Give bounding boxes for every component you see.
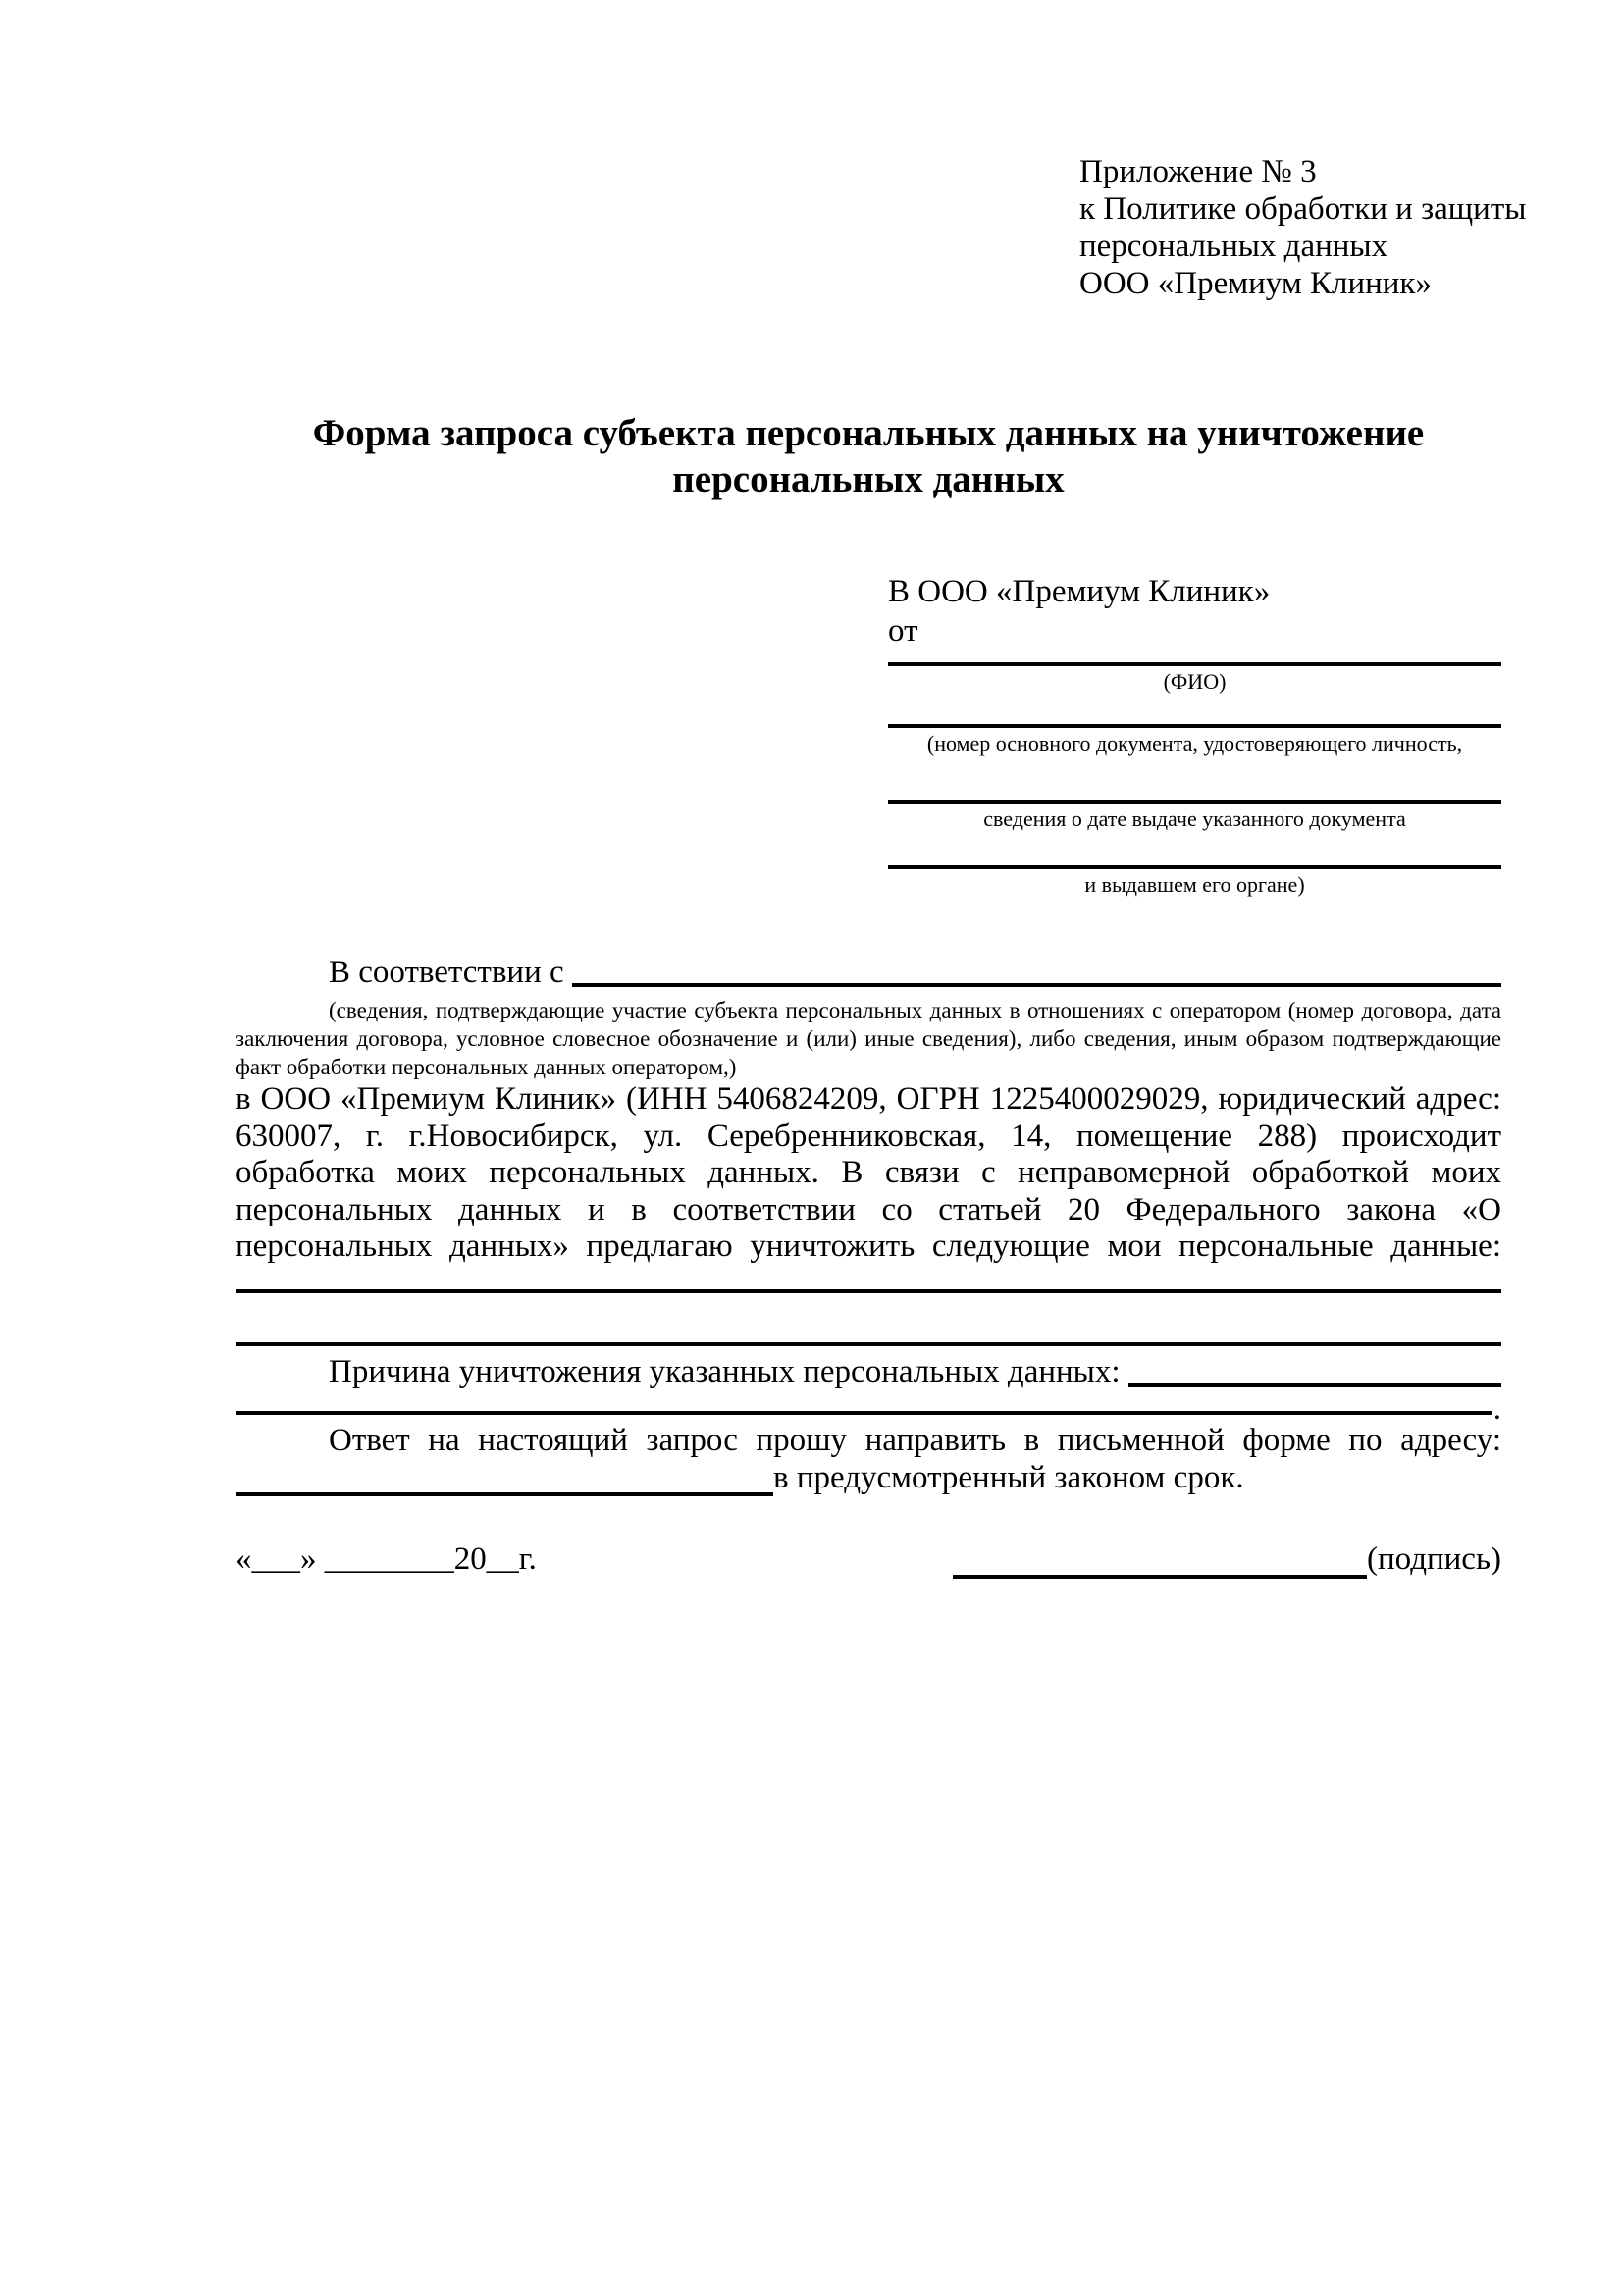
addressee-to: В ООО «Премиум Клиник» (888, 574, 1271, 609)
date-template: «___» ________20__г. (236, 1541, 537, 1577)
reason-continuation-row (236, 1390, 1501, 1427)
accordance-note: (сведения, подтверждающие участие субъекта персональных данных в отношениях с оператором (номер договора, дата заключения договора, условное словесное обозначение и (или) иные сведения), либо сведения, иным образом подтверждающие факт обработки персональных данных оператором,) (236, 998, 1501, 1079)
reason-fill-line (1128, 1383, 1501, 1387)
signature-caption: (подпись) (1367, 1541, 1501, 1577)
appendix-header-line: Приложение № 3 (1079, 154, 1317, 189)
accordance-fill-line (572, 983, 1501, 987)
document-issue-date-caption: сведения о дате выдаче указанного документа (983, 807, 1406, 831)
accordance-row (236, 950, 1501, 991)
fio-caption: (ФИО) (1163, 669, 1227, 694)
appendix-header-line: персональных данных (1079, 229, 1388, 264)
accordance-prefix: В соответствии с (329, 954, 564, 990)
main-paragraph: в ООО «Премиум Клиник» (ИНН 5406824209, ОГРН 1225400029029, юридический адрес: 630007, г. г.Новосибирск, ул. Серебренниковская, 14, помещение 288) происходит обработка моих персональных данных. В связи с неправомерной обработкой моих персональных данных и в соответствии со статьей 20 Федерального закона «О персональных данных» предлагаю уничтожить следующие мои персональные данные: (236, 1081, 1501, 1264)
document-number-fill-line (888, 695, 1501, 728)
response-tail: в предусмотренный законом срок. (773, 1459, 1244, 1495)
reason-row (236, 1352, 1501, 1391)
reason-label: Причина уничтожения указанных персональных данных: (329, 1354, 1121, 1389)
fio-fill-line (888, 651, 1501, 666)
personal-data-fill-line-1 (236, 1266, 1501, 1293)
response-request: Ответ на настоящий запрос прошу направить в письменной форме по адресу: (329, 1422, 1501, 1458)
addressee-from-label: от (888, 613, 918, 649)
reason-fill-line-2 (236, 1411, 1492, 1415)
document-number-caption: (номер основного документа, удостоверяющего личность, (926, 731, 1463, 756)
appendix-header (1079, 153, 1526, 302)
reason-period: . (1492, 1390, 1501, 1427)
personal-data-fill-line-2 (236, 1293, 1501, 1346)
document-issuer-caption: и выдавшем его органе) (1084, 872, 1305, 897)
signature-group (953, 1541, 1501, 1579)
page-title: Форма запроса субъекта персональных данных на уничтожение персональных данных (312, 412, 1425, 500)
signature-fill-line (953, 1575, 1367, 1579)
addressee-block (888, 572, 1501, 898)
document-body (236, 950, 1501, 1579)
document-issuer-fill-line (888, 832, 1501, 869)
document-issue-date-fill-line (888, 757, 1501, 804)
address-fill-line (236, 1492, 773, 1496)
date-signature-row (236, 1541, 1501, 1579)
appendix-header-line: ООО «Премиум Клиник» (1079, 266, 1432, 301)
appendix-header-line: к Политике обработки и защиты (1079, 191, 1527, 227)
response-address-row (236, 1459, 1501, 1496)
